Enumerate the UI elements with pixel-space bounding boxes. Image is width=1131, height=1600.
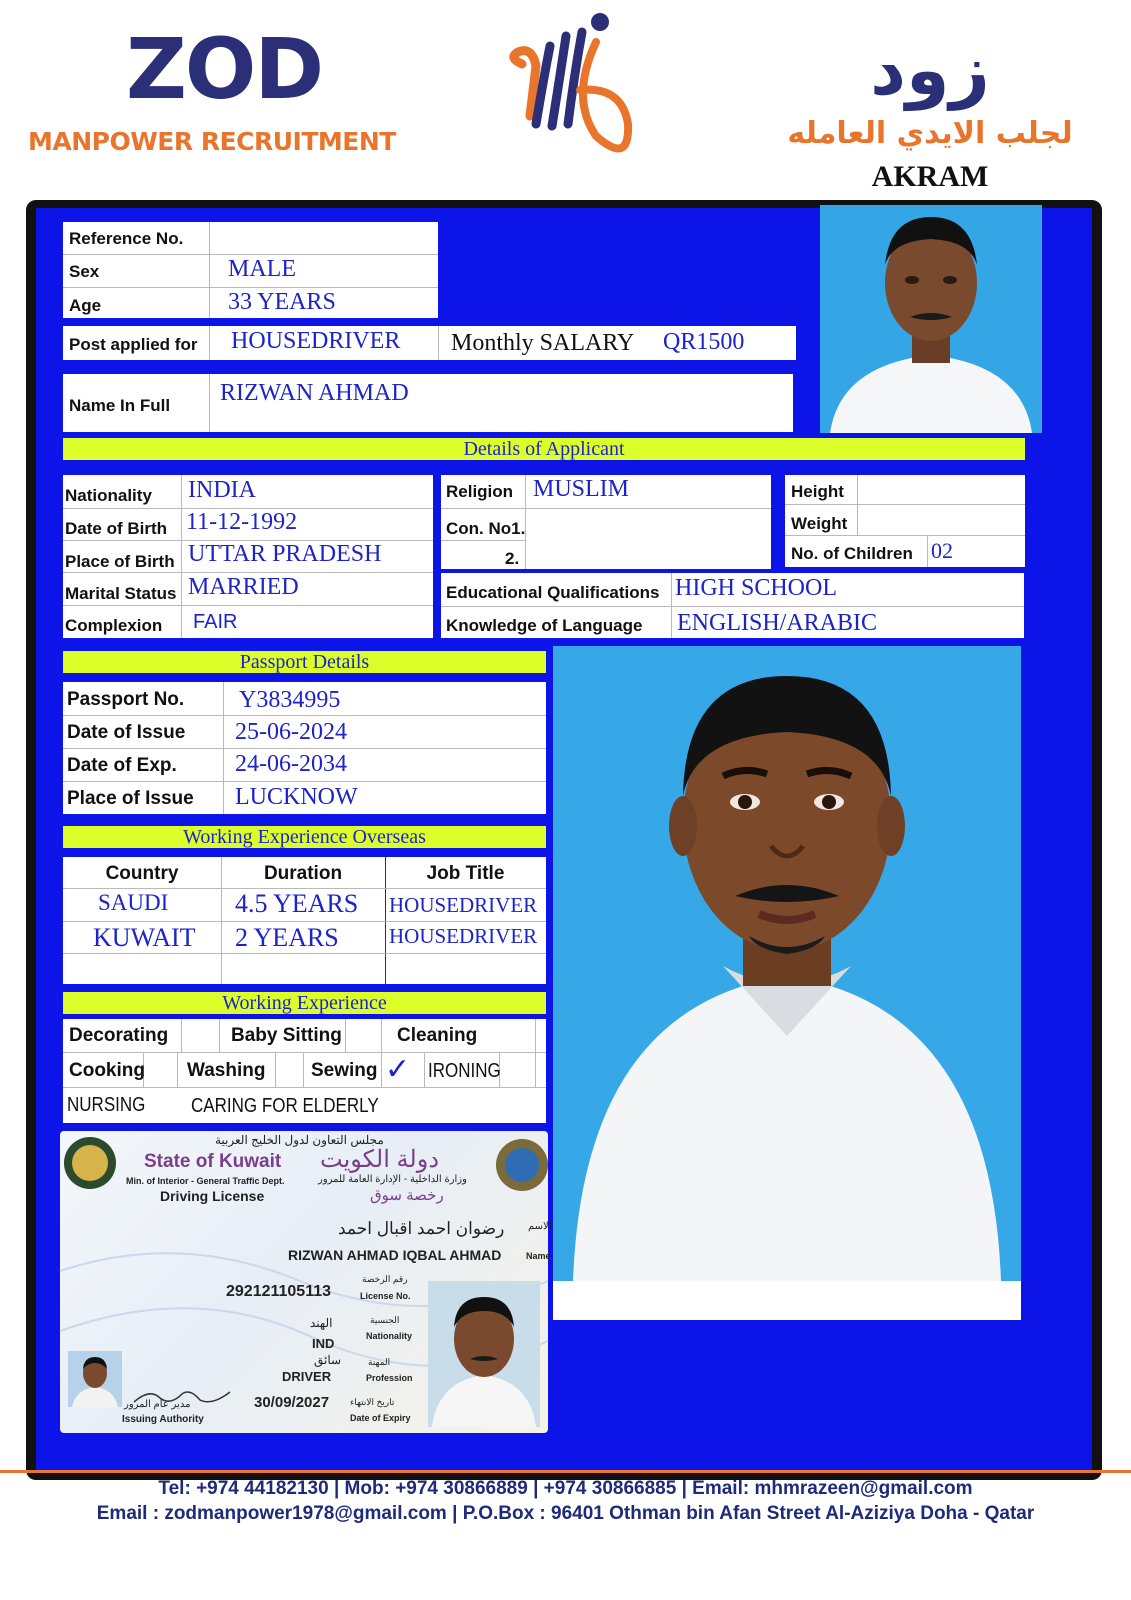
overseas-duration: 4.5 YEARS: [235, 889, 359, 918]
height-label: Height: [791, 482, 844, 501]
salary-label: Monthly SALARY: [451, 330, 635, 356]
zod-logo-icon: [500, 6, 650, 176]
checkmark-icon: ✓: [385, 1053, 411, 1086]
pob-label: Place of Birth: [65, 552, 175, 571]
marital-value: MARRIED: [188, 574, 299, 600]
salary-value: QR1500: [663, 329, 745, 355]
nationality-label-en: Nationality: [366, 1331, 413, 1341]
complexion-value: FAIR: [193, 611, 238, 633]
overseas-duration: 2 YEARS: [235, 923, 339, 952]
applicant-photo-large: [553, 646, 1021, 1320]
license-type-en: Driving License: [160, 1188, 265, 1204]
skill-ironing: IRONING: [428, 1060, 501, 1082]
brand-arabic-name: زود: [870, 29, 990, 111]
license-no-label-ar: رقم الرخصة: [362, 1274, 408, 1284]
religion-value: MUSLIM: [533, 476, 630, 502]
language-label: Knowledge of Language: [446, 616, 643, 635]
nationality-ar: الهند: [310, 1316, 333, 1330]
dob-label: Date of Birth: [65, 519, 167, 538]
passport-box: [63, 682, 546, 814]
brand-name: ZOD: [126, 20, 323, 118]
sex-label: Sex: [69, 262, 100, 281]
authority-ar: مدير عام المرور: [124, 1399, 191, 1410]
brand-arabic-block: [760, 30, 1100, 200]
experience-section-title: Working Experience: [63, 992, 546, 1014]
ministry-ar: وزارة الداخلية - الإدارة العامة للمرور: [318, 1174, 467, 1185]
col-country: Country: [105, 863, 179, 884]
driving-license-card: [60, 1131, 552, 1433]
name-label: Name In Full: [69, 396, 171, 415]
marital-label: Marital Status: [65, 584, 177, 603]
issue-date-value: 25-06-2024: [235, 719, 347, 745]
overseas-country: SAUDI: [98, 890, 169, 915]
overseas-job: HOUSEDRIVER: [389, 924, 538, 948]
license-holder-photo: [428, 1281, 540, 1427]
post-label: Post applied for: [69, 335, 198, 354]
sex-value: MALE: [228, 256, 296, 282]
skill-nursing: NURSING: [67, 1094, 146, 1116]
license-thumbnail-photo: [68, 1351, 122, 1407]
name-en-label: Name: [526, 1251, 551, 1261]
gcc-header: مجلس التعاون لدول الخليج العربية: [215, 1133, 384, 1147]
passport-no-label: Passport No.: [67, 689, 185, 710]
personal-details-box: [63, 475, 433, 638]
agent-name: AKRAM: [871, 160, 989, 193]
education-value: HIGH SCHOOL: [675, 575, 837, 601]
overseas-section-title: Working Experience Overseas: [63, 826, 546, 848]
expiry-label-en: Date of Expiry: [350, 1413, 411, 1423]
license-nationality: IND: [312, 1336, 335, 1351]
age-label: Age: [69, 296, 102, 315]
license-number: 292121105113: [226, 1283, 332, 1300]
profession-label-en: Profession: [366, 1373, 413, 1383]
contact2-label: 2.: [505, 549, 520, 568]
brand-tagline: MANPOWER RECRUITMENT: [28, 127, 396, 156]
nationality-label-ar: الجنسية: [370, 1315, 400, 1325]
passport-section-title: Passport Details: [63, 651, 546, 673]
post-value: HOUSEDRIVER: [231, 328, 401, 354]
contact1-label: Con. No1.: [446, 519, 526, 538]
skill-elderly-care: CARING FOR ELDERLY: [191, 1095, 379, 1117]
signature-icon: [130, 1386, 240, 1408]
footer-contact-line2: Email : zodmanpower1978@gmail.com | P.O.Box : 96401 Othman bin Afan Street Al-Aziziya Doha - Qatar: [96, 1503, 1035, 1524]
person-portrait-icon: [553, 646, 1021, 1281]
overseas-country: KUWAIT: [93, 923, 196, 952]
skill-washing: Washing: [187, 1060, 266, 1081]
skill-sewing: Sewing: [311, 1060, 378, 1081]
dob-value: 11-12-1992: [186, 509, 298, 535]
education-box: [441, 573, 1024, 638]
skill-decorating: Decorating: [69, 1025, 169, 1046]
nationality-label: Nationality: [65, 486, 152, 505]
brand-arabic-tagline: لجلب الايدي العامله: [787, 116, 1073, 151]
basic-info-box: [63, 222, 438, 318]
age-value: 33 YEARS: [228, 289, 336, 315]
skills-table: [63, 1019, 546, 1123]
name-value: RIZWAN AHMAD: [220, 380, 409, 406]
col-job-title: Job Title: [426, 863, 505, 884]
ministry-en: Min. of Interior - General Traffic Dept.: [126, 1176, 285, 1186]
name-ar-label: الاسم: [528, 1221, 552, 1232]
overseas-job: HOUSEDRIVER: [389, 893, 538, 917]
holder-name-ar: رضوان احمد اقبال احمد: [338, 1219, 505, 1238]
expiry-date-value: 24-06-2034: [235, 751, 347, 777]
footer-contact-line1: Tel: +974 44182130 | Mob: +974 30866889 | +974 30866885 | Email: mhmrazeen@gmail.com: [158, 1478, 973, 1499]
person-portrait-icon: [820, 205, 1042, 433]
post-row: [63, 326, 796, 360]
complexion-label: Complexion: [65, 616, 163, 635]
profession-ar: سائق: [314, 1353, 342, 1367]
license-expiry: 30/09/2027: [254, 1394, 330, 1411]
language-value: ENGLISH/ARABIC: [677, 610, 878, 636]
col-duration: Duration: [263, 863, 343, 884]
children-value: 02: [931, 538, 953, 563]
reference-label: Reference No.: [69, 229, 184, 248]
holder-name-en: RIZWAN AHMAD IQBAL AHMAD: [288, 1247, 502, 1263]
issue-date-label: Date of Issue: [67, 722, 186, 743]
license-profession: DRIVER: [282, 1369, 332, 1384]
profession-label-ar: المهنة: [368, 1357, 391, 1367]
education-label: Educational Qualifications: [446, 583, 660, 602]
applicant-photo-small: [820, 205, 1042, 433]
weight-label: Weight: [791, 514, 848, 533]
religion-label: Religion: [446, 482, 514, 501]
authority-en: Issuing Authority: [122, 1414, 204, 1425]
state-en: State of Kuwait: [144, 1151, 282, 1172]
issue-place-value: LUCKNOW: [235, 784, 358, 810]
license-type-ar: رخصة سوق: [370, 1187, 444, 1204]
religion-box: [441, 475, 771, 569]
skill-cleaning: Cleaning: [397, 1025, 478, 1046]
details-section-title: Details of Applicant: [63, 438, 1025, 460]
pob-value: UTTAR PRADESH: [188, 541, 382, 567]
name-row: [63, 374, 793, 432]
footer-divider: [0, 1470, 1131, 1473]
skill-cooking: Cooking: [69, 1060, 145, 1081]
issue-place-label: Place of Issue: [67, 788, 194, 809]
expiry-date-label: Date of Exp.: [67, 755, 177, 776]
physical-box: [785, 475, 1025, 567]
passport-no-value: Y3834995: [239, 687, 341, 713]
license-no-label-en: License No.: [360, 1291, 411, 1301]
nationality-value: INDIA: [188, 477, 256, 503]
overseas-table: [63, 857, 546, 984]
skill-baby-sitting: Baby Sitting: [231, 1025, 342, 1046]
state-ar: دولة الكويت: [320, 1146, 440, 1173]
expiry-label-ar: تاريخ الانتهاء: [350, 1397, 395, 1407]
children-label: No. of Children: [791, 544, 913, 563]
